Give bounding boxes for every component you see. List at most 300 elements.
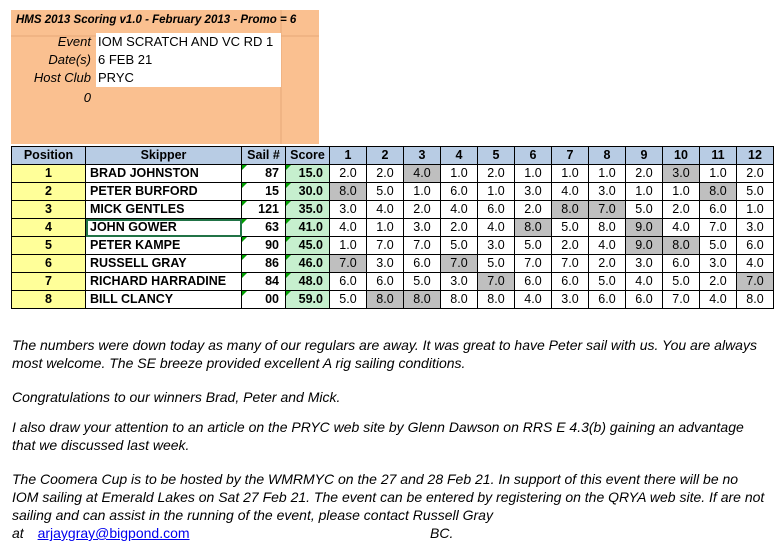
race-result-cell[interactable] [589,273,626,291]
race-result-cell-text: 4.0 [746,256,764,270]
position-cell-text: 2 [45,184,52,198]
cell-note-marker [242,273,247,278]
race-result-cell-text: 2.0 [561,238,579,252]
race-result-cell[interactable] [367,165,404,183]
race-result-cell-text: 8.0 [450,292,468,306]
position-cell[interactable] [12,219,86,237]
position-cell[interactable] [12,237,86,255]
race-result-cell[interactable] [441,291,478,309]
race-result-cell[interactable] [515,291,552,309]
race-result-cell[interactable] [404,291,441,309]
table-row [12,237,774,255]
cell-note-marker [286,183,291,188]
race-result-cell[interactable] [515,255,552,273]
race-result-cell[interactable] [700,237,737,255]
race-result-cell[interactable] [552,291,589,309]
results-table [11,146,774,309]
cell-note-marker [286,255,291,260]
race-header-9: 9 [626,147,663,165]
race-result-cell-text: 6.0 [376,274,394,288]
position-cell[interactable] [12,201,86,219]
skipper-cell-text: PETER KAMPE [90,238,181,252]
column-header-position: Position [12,147,86,165]
race-result-cell[interactable] [478,201,515,219]
position-cell-text: 7 [45,274,52,288]
race-result-cell-text: 3.0 [339,202,357,216]
race-result-cell-text: 8.0 [339,184,357,198]
skipper-cell-text: JOHN GOWER [90,220,177,234]
score-cell-text: 15.0 [298,166,323,180]
race-result-cell[interactable] [552,219,589,237]
race-result-cell[interactable] [478,219,515,237]
table-row [12,201,774,219]
race-result-cell[interactable] [552,273,589,291]
score-cell-text: 35.0 [298,202,323,216]
table-row [12,273,774,291]
race-result-cell-text: 8.0 [487,292,505,306]
cell-note-marker [242,219,247,224]
table-row [12,183,774,201]
comment-paragraph-1: The numbers were down today as many of our regulars are away. It was great to have Peter sail with us. You are always most welcome. The SE breeze provided excellent A rig sailing conditions. [12,337,757,371]
sail-number-cell[interactable] [242,237,286,255]
race-result-cell[interactable] [589,255,626,273]
sail-number-cell[interactable] [242,291,286,309]
score-cell[interactable] [286,273,330,291]
race-result-cell-text: 5.0 [598,274,616,288]
race-result-cell[interactable] [626,255,663,273]
race-result-cell[interactable] [737,237,774,255]
race-result-cell[interactable] [441,219,478,237]
table-row [12,291,774,309]
race-result-cell[interactable] [330,219,367,237]
skipper-cell-text: RICHARD HARRADINE [90,274,227,288]
skipper-cell-text: BILL CLANCY [90,292,174,306]
race-result-cell[interactable] [330,201,367,219]
race-result-cell[interactable] [626,291,663,309]
host-club-label: Host Club [33,70,91,85]
race-result-cell-text: 4.0 [709,292,727,306]
race-result-cell-text: 9.0 [635,220,653,234]
column-header-score: Score [286,147,330,165]
score-cell-text: 48.0 [298,274,323,288]
race-result-cell-text: 7.0 [561,256,579,270]
comment-paragraph-2: Congratulations to our winners Brad, Peter and Mick. [12,389,341,405]
race-result-cell[interactable] [367,273,404,291]
position-cell[interactable] [12,165,86,183]
table-row [12,165,774,183]
race-result-cell[interactable] [589,237,626,255]
race-result-cell[interactable] [700,183,737,201]
skipper-cell[interactable] [86,255,242,273]
race-result-cell[interactable] [515,165,552,183]
race-result-cell-text: 1.0 [413,184,431,198]
race-result-cell-text: 2.0 [524,202,542,216]
race-result-cell[interactable] [626,183,663,201]
race-result-cell-text: 6.0 [561,274,579,288]
race-result-cell-text: 5.0 [524,238,542,252]
race-result-cell-text: 3.0 [635,256,653,270]
dates-cell[interactable]: 6 FEB 21 [96,51,281,69]
race-result-cell[interactable] [515,201,552,219]
race-result-cell[interactable] [700,255,737,273]
score-cell[interactable] [286,201,330,219]
sail-number-cell[interactable] [242,255,286,273]
race-result-cell[interactable] [367,201,404,219]
race-result-cell-text: 8.0 [561,202,579,216]
event-info-panel [11,10,319,144]
race-result-cell[interactable] [552,183,589,201]
race-result-cell[interactable] [404,183,441,201]
race-result-cell[interactable] [663,237,700,255]
sail-number-cell[interactable] [242,273,286,291]
cell-note-marker [286,219,291,224]
skipper-cell-text: MICK GENTLES [90,202,185,216]
race-result-cell[interactable] [441,237,478,255]
sail-number-cell-text: 121 [258,202,279,216]
race-result-cell-text: 1.0 [487,184,505,198]
race-result-cell-text: 1.0 [339,238,357,252]
race-result-cell-text: 3.0 [413,220,431,234]
race-header-10: 10 [663,147,700,165]
race-result-cell-text: 5.0 [376,184,394,198]
race-result-cell-text: 4.0 [413,166,431,180]
race-result-cell-text: 6.0 [524,274,542,288]
sail-number-cell-text: 63 [265,220,279,234]
sail-number-cell-text: 87 [265,166,279,180]
race-result-cell[interactable] [663,219,700,237]
position-cell-text: 1 [45,166,52,180]
race-result-cell-text: 2.0 [450,220,468,234]
race-result-cell-text: 7.0 [524,256,542,270]
signoff: BC. [430,525,454,541]
race-result-cell-text: 3.0 [376,256,394,270]
race-result-cell[interactable] [330,183,367,201]
race-result-cell[interactable] [404,255,441,273]
race-result-cell[interactable] [700,165,737,183]
race-result-cell-text: 1.0 [709,166,727,180]
race-result-cell-text: 8.0 [598,220,616,234]
race-result-cell[interactable] [478,165,515,183]
race-result-cell-text: 3.0 [709,256,727,270]
skipper-cell[interactable] [86,291,242,309]
comment-paragraph-4: The Coomera Cup is to be hosted by the WMRMYC on the 27 and 28 Feb 21. In support of this event there will be no IOM sailing at Emerald Lakes on Sat 27 Feb 21. The event can be entered by registering on the QRYA web site. If are not sailing and can assist in the running of the event, please contact Russell Gray [12,471,765,523]
position-cell-text: 3 [45,202,52,216]
race-result-cell-text: 1.0 [450,166,468,180]
race-result-cell-text: 1.0 [746,202,764,216]
race-result-cell-text: 3.0 [746,220,764,234]
race-result-cell-text: 3.0 [561,292,579,306]
position-cell[interactable] [12,291,86,309]
score-cell[interactable] [286,237,330,255]
race-result-cell[interactable] [700,201,737,219]
race-result-cell[interactable] [737,255,774,273]
race-result-cell[interactable] [330,165,367,183]
race-result-cell-text: 3.0 [487,238,505,252]
column-header-sail: Sail # [242,147,286,165]
race-result-cell[interactable] [626,273,663,291]
race-result-cell[interactable] [515,183,552,201]
race-result-cell[interactable] [737,201,774,219]
race-result-cell[interactable] [663,255,700,273]
race-result-cell-text: 1.0 [524,166,542,180]
race-result-cell-text: 6.0 [746,238,764,252]
race-header-8: 8 [589,147,626,165]
race-header-3: 3 [404,147,441,165]
race-result-cell-text: 2.0 [672,202,690,216]
race-result-cell-text: 6.0 [413,256,431,270]
cell-note-marker [286,291,291,296]
race-result-cell[interactable] [478,291,515,309]
race-result-cell[interactable] [441,273,478,291]
cell-note-marker [242,201,247,206]
race-result-cell-text: 7.0 [413,238,431,252]
host-club-cell[interactable]: PRYC [96,69,281,87]
race-result-cell-text: 5.0 [561,220,579,234]
race-result-cell-text: 5.0 [746,184,764,198]
race-result-cell-text: 2.0 [487,166,505,180]
race-result-cell-text: 7.0 [709,220,727,234]
cell-note-marker [286,273,291,278]
sail-number-cell-text: 00 [265,292,279,306]
skipper-cell-text: BRAD JOHNSTON [90,166,199,180]
race-result-cell-text: 8.0 [672,238,690,252]
score-cell-text: 45.0 [298,238,323,252]
race-result-cell-text: 2.0 [746,166,764,180]
race-result-cell[interactable] [663,291,700,309]
cell-note-marker [286,165,291,170]
race-result-cell-text: 8.0 [413,292,431,306]
column-header-skipper: Skipper [86,147,242,165]
race-result-cell[interactable] [515,219,552,237]
race-result-cell[interactable] [404,237,441,255]
race-header-4: 4 [441,147,478,165]
race-header-1: 1 [330,147,367,165]
sheet-title: HMS 2013 Scoring v1.0 - February 2013 - Promo = 6 [16,14,297,26]
race-result-cell-text: 7.0 [339,256,357,270]
cell-note-marker [242,291,247,296]
race-result-cell-text: 5.0 [635,202,653,216]
skipper-cell-text: RUSSELL GRAY [90,256,187,270]
race-result-cell-text: 6.0 [450,184,468,198]
skipper-cell[interactable] [86,165,242,183]
score-cell[interactable] [286,219,330,237]
race-result-cell[interactable] [737,165,774,183]
race-result-cell[interactable] [552,255,589,273]
score-cell[interactable] [286,183,330,201]
race-result-cell-text: 7.0 [376,238,394,252]
race-result-cell-text: 4.0 [376,202,394,216]
race-result-cell[interactable] [330,291,367,309]
race-result-cell[interactable] [700,273,737,291]
race-result-cell[interactable] [700,219,737,237]
race-result-cell[interactable] [589,291,626,309]
race-result-cell-text: 3.0 [450,274,468,288]
cell-note-marker [242,165,247,170]
event-label: Event [57,34,91,49]
race-result-cell[interactable] [737,183,774,201]
score-cell-text: 46.0 [298,256,323,270]
race-result-cell[interactable] [367,219,404,237]
race-header-2: 2 [367,147,404,165]
race-result-cell[interactable] [589,165,626,183]
race-result-cell[interactable] [367,237,404,255]
race-result-cell-text: 6.0 [339,274,357,288]
race-result-cell-text: 7.0 [487,274,505,288]
cell-note-marker [242,237,247,242]
race-result-cell[interactable] [404,219,441,237]
sail-number-cell[interactable] [242,165,286,183]
race-result-cell-text: 4.0 [524,292,542,306]
race-result-cell[interactable] [367,291,404,309]
event-cell[interactable]: IOM SCRATCH AND VC RD 1 [96,33,281,51]
contact-prefix: at [12,525,24,541]
race-result-cell-text: 4.0 [339,220,357,234]
race-result-cell[interactable] [404,201,441,219]
race-result-cell[interactable] [441,165,478,183]
race-result-cell[interactable] [626,201,663,219]
race-result-cell[interactable] [515,273,552,291]
sail-number-cell-text: 86 [265,256,279,270]
race-result-cell-text: 5.0 [339,292,357,306]
race-result-cell[interactable] [737,273,774,291]
zero-label: 0 [83,90,91,105]
sail-number-cell[interactable] [242,219,286,237]
race-result-cell[interactable] [589,183,626,201]
score-cell-text: 41.0 [298,220,323,234]
dates-label: Date(s) [48,52,91,67]
race-result-cell-text: 2.0 [635,166,653,180]
race-result-cell-text: 4.0 [487,220,505,234]
race-header-11: 11 [700,147,737,165]
skipper-cell[interactable] [86,237,242,255]
race-result-cell[interactable] [330,273,367,291]
race-header-7: 7 [552,147,589,165]
race-result-cell-text: 3.0 [672,166,690,180]
race-result-cell-text: 4.0 [598,238,616,252]
race-result-cell-text: 4.0 [561,184,579,198]
race-result-cell-text: 7.0 [746,274,764,288]
race-result-cell-text: 5.0 [413,274,431,288]
race-result-cell[interactable] [478,183,515,201]
sail-number-cell-text: 84 [265,274,279,288]
position-cell-text: 5 [45,238,52,252]
race-result-cell-text: 6.0 [672,256,690,270]
position-cell-text: 8 [45,292,52,306]
race-result-cell[interactable] [700,291,737,309]
race-result-cell-text: 5.0 [709,238,727,252]
table-row [12,219,774,237]
race-result-cell[interactable] [626,219,663,237]
race-result-cell-text: 4.0 [635,274,653,288]
header-row [12,147,774,165]
race-result-cell[interactable] [552,201,589,219]
race-result-cell[interactable] [441,201,478,219]
race-result-cell[interactable] [515,237,552,255]
race-result-cell-text: 2.0 [413,202,431,216]
race-result-cell[interactable] [441,183,478,201]
race-header-5: 5 [478,147,515,165]
race-result-cell-text: 7.0 [672,292,690,306]
race-result-cell[interactable] [737,291,774,309]
race-result-cell-text: 9.0 [635,238,653,252]
race-result-cell[interactable] [663,183,700,201]
race-result-cell-text: 8.0 [709,184,727,198]
race-result-cell[interactable] [663,273,700,291]
race-result-cell[interactable] [367,255,404,273]
race-result-cell[interactable] [330,255,367,273]
race-result-cell-text: 6.0 [598,292,616,306]
race-result-cell[interactable] [663,165,700,183]
race-result-cell[interactable] [589,201,626,219]
race-result-cell[interactable] [330,237,367,255]
skipper-cell[interactable] [86,219,242,237]
race-result-cell-text: 5.0 [450,238,468,252]
score-cell[interactable] [286,255,330,273]
race-result-cell-text: 5.0 [672,274,690,288]
skipper-cell[interactable] [86,183,242,201]
race-result-cell-text: 7.0 [598,202,616,216]
race-result-cell-text: 8.0 [746,292,764,306]
race-result-cell-text: 5.0 [487,256,505,270]
score-cell-text: 30.0 [298,184,323,198]
position-cell-text: 4 [45,220,52,234]
score-cell[interactable] [286,165,330,183]
table-row [12,255,774,273]
race-result-cell[interactable] [552,165,589,183]
race-result-cell[interactable] [478,237,515,255]
race-result-cell-text: 7.0 [450,256,468,270]
position-cell[interactable] [12,273,86,291]
race-result-cell[interactable] [552,237,589,255]
race-result-cell[interactable] [478,273,515,291]
race-result-cell-text: 2.0 [709,274,727,288]
race-result-cell-text: 1.0 [635,184,653,198]
sail-number-cell[interactable] [242,201,286,219]
race-result-cell-text: 6.0 [487,202,505,216]
sail-number-cell[interactable] [242,183,286,201]
race-result-cell[interactable] [626,237,663,255]
race-result-cell[interactable] [404,165,441,183]
race-result-cell[interactable] [478,255,515,273]
position-cell[interactable] [12,255,86,273]
race-result-cell[interactable] [441,255,478,273]
race-result-cell-text: 1.0 [672,184,690,198]
race-result-cell-text: 4.0 [672,220,690,234]
skipper-cell[interactable] [86,201,242,219]
race-result-cell[interactable] [367,183,404,201]
race-result-cell-text: 1.0 [561,166,579,180]
score-cell[interactable] [286,291,330,309]
race-result-cell-text: 1.0 [598,166,616,180]
race-result-cell[interactable] [404,273,441,291]
race-result-cell-text: 6.0 [709,202,727,216]
position-cell[interactable] [12,183,86,201]
race-result-cell-text: 6.0 [635,292,653,306]
skipper-cell[interactable] [86,273,242,291]
race-result-cell-text: 8.0 [376,292,394,306]
race-result-cell[interactable] [737,219,774,237]
race-result-cell[interactable] [626,165,663,183]
race-result-cell-text: 4.0 [450,202,468,216]
race-result-cell[interactable] [589,219,626,237]
race-result-cell[interactable] [663,201,700,219]
sail-number-cell-text: 90 [265,238,279,252]
position-cell-text: 6 [45,256,52,270]
contact-line [12,524,768,542]
email-link[interactable]: arjaygray@bigpond.com [37,525,190,541]
cell-note-marker [286,237,291,242]
cell-note-marker [242,183,247,188]
